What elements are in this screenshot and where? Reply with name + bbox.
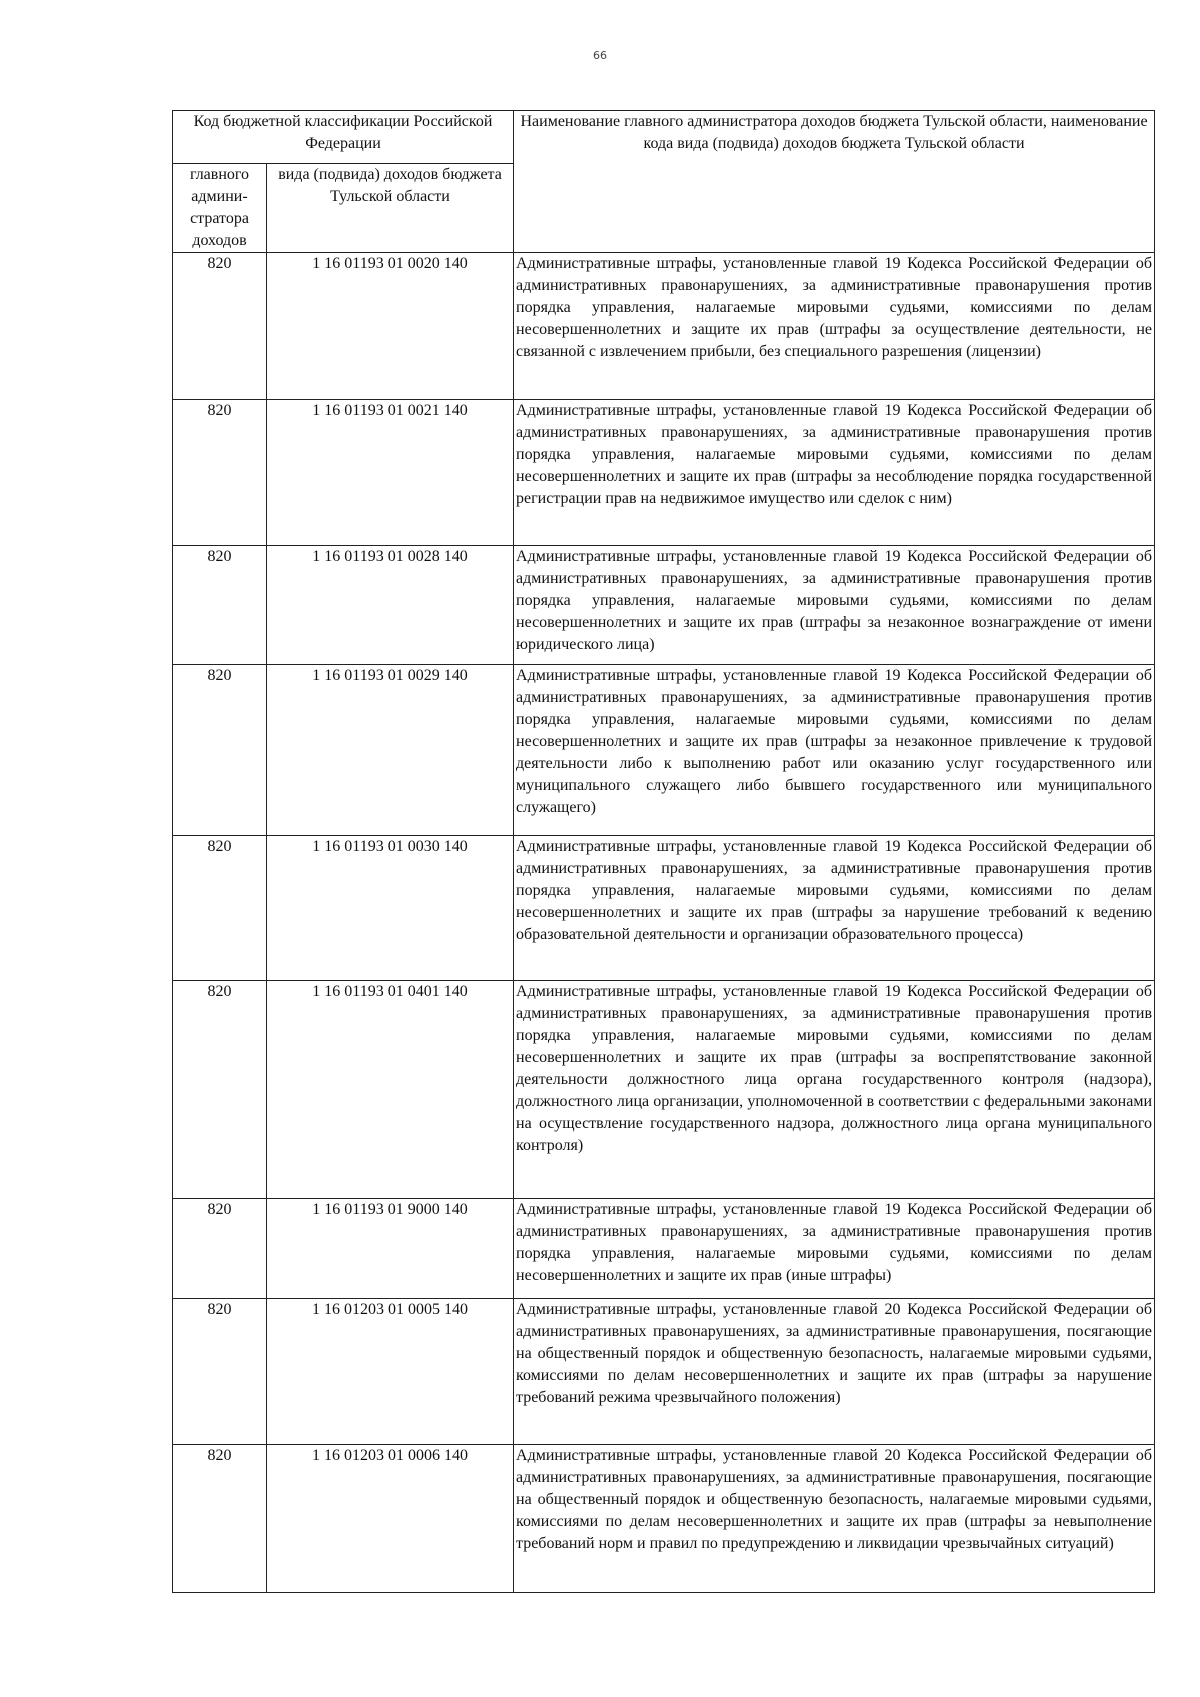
table-row <box>173 253 1155 400</box>
income-name-cell: Административные штрафы, установленные главой 19 Кодекса Российской Федерации об административных правонарушениях, за административные правонарушения против порядка управления, налагаемые мировыми судьями, комиссиями по делам несовершеннолетних и защите их прав (штрафы за воспрепятствование законной деятельности должностного лица органа государственного контроля (надзора), должностного лица организации, уполномоченной в соответствии с федеральными законами на осуществление государственного надзора, должностного лица органа муниципального контроля) <box>514 981 1155 1199</box>
income-name-cell: Административные штрафы, установленные главой 19 Кодекса Российской Федерации об административных правонарушениях, за административные правонарушения против порядка управления, налагаемые мировыми судьями, комиссиями по делам несовершеннолетних и защите их прав (штрафы за незаконное привлечение к трудовой деятельности либо к выполнению работ или оказанию услуг государственного или муниципального служащего либо бывшего государственного или муниципального служащего) <box>514 665 1155 836</box>
admin-code-cell: 820 <box>173 836 267 981</box>
header-group-cell: Код бюджетной классификации Российской Федерации <box>173 111 514 164</box>
income-name-cell: Административные штрафы, установленные главой 19 Кодекса Российской Федерации об административных правонарушениях, за административные правонарушения против порядка управления, налагаемые мировыми судьями, комиссиями по делам несовершеннолетних и защите их прав (штрафы за нарушение требований к ведению образовательной деятельности и организации образовательного процесса) <box>514 836 1155 981</box>
admin-code-cell: 820 <box>173 253 267 400</box>
budget-classification-table <box>172 110 1155 1593</box>
income-name-cell: Административные штрафы, установленные главой 19 Кодекса Российской Федерации об административных правонарушениях, за административные правонарушения против порядка управления, налагаемые мировыми судьями, комиссиями по делам несовершеннолетних и защите их прав (штрафы за несоблюдение порядка государственной регистрации прав на недвижимое имущество или сделок с ним) <box>514 400 1155 546</box>
income-code-cell: 1 16 01203 01 0005 140 <box>267 1299 514 1445</box>
table-row <box>173 546 1155 665</box>
income-name-cell: Административные штрафы, установленные главой 20 Кодекса Российской Федерации об административных правонарушениях, за административные правонарушения, посягающие на общественный порядок и общественную безопасность, налагаемые мировыми судьями, комиссиями по делам несовершеннолетних и защите их прав (штрафы за нарушение требований режима чрезвычайного положения) <box>514 1299 1155 1445</box>
income-code-cell: 1 16 01193 01 0401 140 <box>267 981 514 1199</box>
income-name-cell: Административные штрафы, установленные главой 19 Кодекса Российской Федерации об административных правонарушениях, за административные правонарушения против порядка управления, налагаемые мировыми судьями, комиссиями по делам несовершеннолетних и защите их прав (иные штрафы) <box>514 1199 1155 1299</box>
table-row <box>173 1445 1155 1593</box>
header-code-cell: вида (подвида) доходов бюджета Тульской области <box>267 164 514 253</box>
income-code-cell: 1 16 01193 01 0028 140 <box>267 546 514 665</box>
page-number: 66 <box>593 49 607 62</box>
income-code-cell: 1 16 01193 01 0030 140 <box>267 836 514 981</box>
admin-code-cell: 820 <box>173 400 267 546</box>
table-row <box>173 1199 1155 1299</box>
admin-code-cell: 820 <box>173 665 267 836</box>
income-code-cell: 1 16 01193 01 9000 140 <box>267 1199 514 1299</box>
admin-code-cell: 820 <box>173 1199 267 1299</box>
income-name-cell: Административные штрафы, установленные главой 19 Кодекса Российской Федерации об административных правонарушениях, за административные правонарушения против порядка управления, налагаемые мировыми судьями, комиссиями по делам несовершеннолетних и защите их прав (штрафы за осуществление деятельности, не связанной с извлечением прибыли, без специального разрешения (лицензии) <box>514 253 1155 400</box>
header-row-1 <box>173 111 1155 164</box>
income-code-cell: 1 16 01193 01 0020 140 <box>267 253 514 400</box>
table-row <box>173 981 1155 1199</box>
admin-code-cell: 820 <box>173 546 267 665</box>
income-name-cell: Административные штрафы, установленные главой 19 Кодекса Российской Федерации об административных правонарушениях, за административные правонарушения против порядка управления, налагаемые мировыми судьями, комиссиями по делам несовершеннолетних и защите их прав (штрафы за незаконное вознаграждение от имени юридического лица) <box>514 546 1155 665</box>
income-code-cell: 1 16 01193 01 0029 140 <box>267 665 514 836</box>
admin-code-cell: 820 <box>173 1445 267 1593</box>
table-row <box>173 665 1155 836</box>
admin-code-cell: 820 <box>173 981 267 1199</box>
table-row <box>173 1299 1155 1445</box>
table-row <box>173 836 1155 981</box>
income-code-cell: 1 16 01203 01 0006 140 <box>267 1445 514 1593</box>
income-code-cell: 1 16 01193 01 0021 140 <box>267 400 514 546</box>
header-name-cell: Наименование главного администратора доходов бюджета Тульской области, наименование кода вида (подвида) доходов бюджета Тульской области <box>514 111 1155 253</box>
admin-code-cell: 820 <box>173 1299 267 1445</box>
table-row <box>173 400 1155 546</box>
header-admin-cell: главного админи-стратора доходов <box>173 164 267 253</box>
income-name-cell: Административные штрафы, установленные главой 20 Кодекса Российской Федерации об административных правонарушениях, за административные правонарушения, посягающие на общественный порядок и общественную безопасность, налагаемые мировыми судьями, комиссиями по делам несовершеннолетних и защите их прав (штрафы за невыполнение требований норм и правил по предупреждению и ликвидации чрезвычайных ситуаций) <box>514 1445 1155 1593</box>
